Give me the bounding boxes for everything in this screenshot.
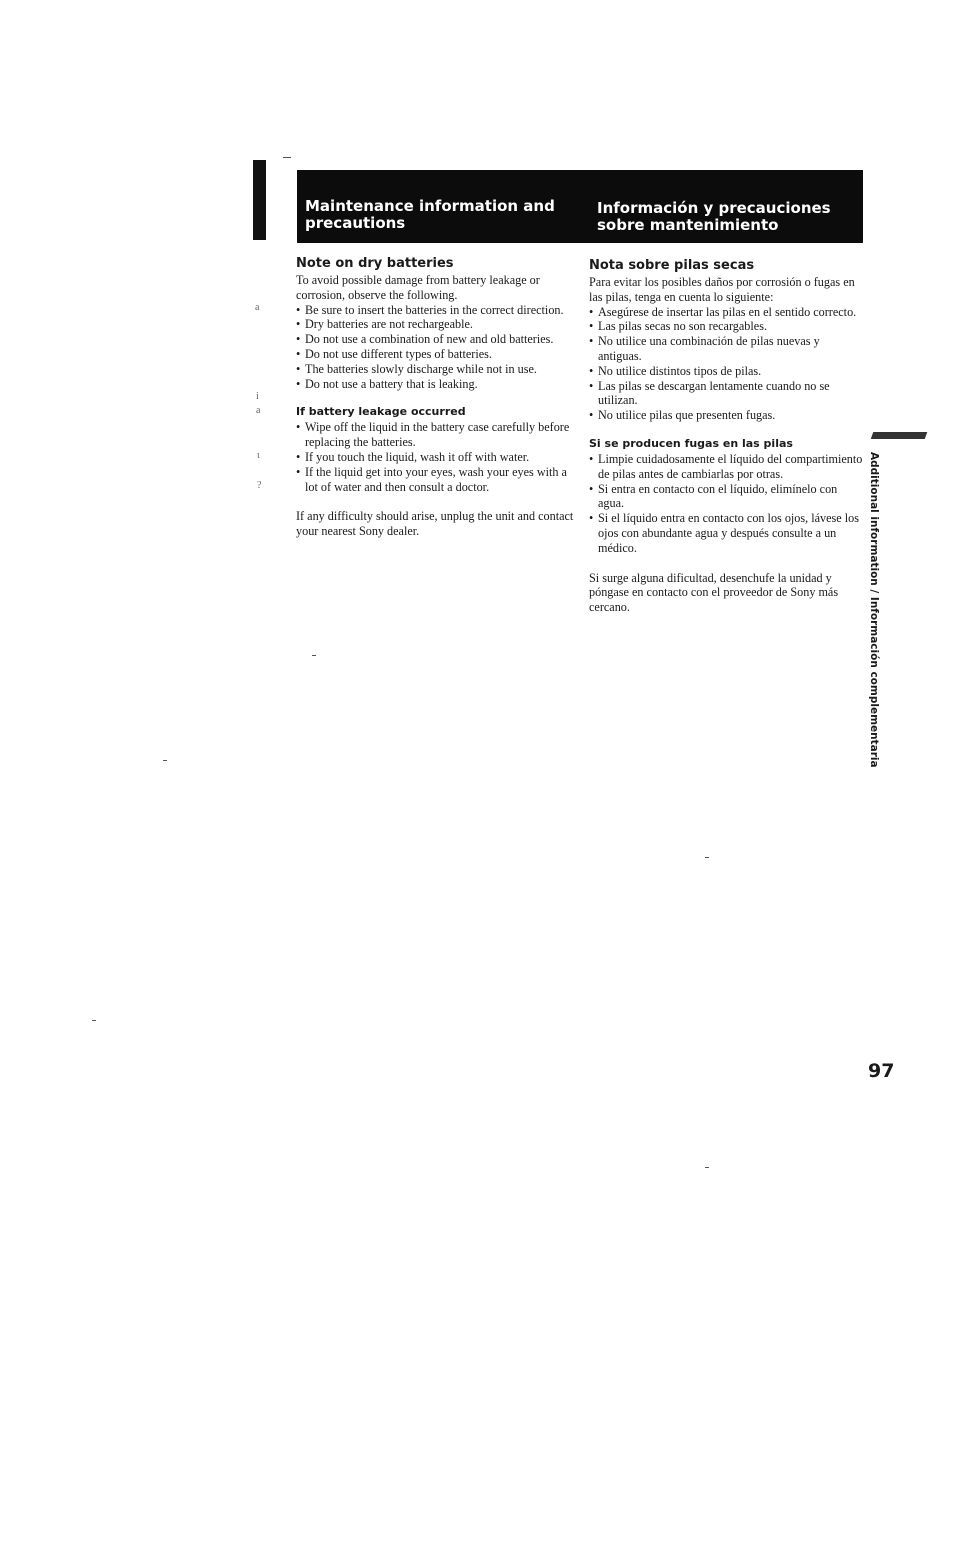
page-number: 97 [868, 1060, 895, 1082]
leakage-subtitle: If battery leakage occurred [296, 405, 466, 419]
scan-speck [163, 760, 167, 761]
closing-paragraph: Si surge alguna dificultad, desenchufe la unidad y póngase en contacto con el proveedor de Sony más cercano. [589, 570, 839, 615]
english-column [296, 256, 574, 539]
leakage-subtitle: Si se producen fugas en las pilas [589, 436, 793, 450]
margin-bar [253, 160, 266, 240]
list-item: • No utilice una combinación de pilas nuevas y antiguas. [589, 334, 864, 364]
list-item: • No utilice distintos tipos de pilas. [589, 364, 864, 379]
list-item: • Be sure to insert the batteries in the correct direction. [296, 303, 574, 318]
section-title: Note on dry batteries [296, 256, 454, 271]
battery-bullets [296, 303, 574, 392]
list-item: • Do not use a battery that is leaking. [296, 377, 574, 392]
section-title: Nota sobre pilas secas [589, 258, 755, 273]
margin-mark: ? [257, 480, 262, 491]
margin-mark: i [256, 391, 259, 402]
list-item: • No utilice pilas que presenten fugas. [589, 408, 864, 423]
section-header [297, 170, 863, 243]
header-title-spanish: Información y precauciones sobre mantenimiento [597, 199, 831, 234]
leakage-bullets [589, 452, 864, 556]
list-item: • Asegúrese de insertar las pilas en el sentido correcto. [589, 305, 864, 320]
list-item: • Wipe off the liquid in the battery case carefully before replacing the batteries. [296, 420, 574, 450]
list-item: • The batteries slowly discharge while not in use. [296, 362, 574, 377]
scan-speck [312, 655, 316, 656]
scan-speck [705, 1167, 709, 1168]
spanish-column [589, 258, 864, 615]
margin-mark: a [256, 405, 261, 416]
closing-paragraph: If any difficulty should arise, unplug the unit and contact your nearest Sony dealer. [296, 509, 574, 539]
margin-dash [283, 157, 291, 158]
list-item: • Do not use different types of batteries. [296, 347, 574, 362]
margin-mark: a [255, 302, 260, 313]
list-item: • If you touch the liquid, wash it off with water. [296, 450, 574, 465]
list-item: • Las pilas secas no son recargables. [589, 319, 864, 334]
margin-mark: ι [257, 450, 260, 461]
scan-speck [705, 857, 709, 858]
list-item: • Las pilas se descargan lentamente cuando no se utilizan. [589, 379, 864, 409]
chapter-side-tab [868, 452, 888, 768]
list-item: • Si el líquido entra en contacto con los ojos, lávese los ojos con abundante agua y después consulte a un médico. [589, 511, 864, 555]
intro-paragraph: Para evitar los posibles daños por corrosión o fugas en las pilas, tenga en cuenta lo siguiente: [589, 275, 855, 304]
intro-paragraph: To avoid possible damage from battery leakage or corrosion, observe the following. [296, 273, 540, 302]
list-item: • Limpie cuidadosamente el líquido del compartimiento de pilas antes de cambiarlas por otras. [589, 452, 864, 482]
section-tab-marker [871, 432, 928, 439]
list-item: • Si entra en contacto con el líquido, elimínelo con agua. [589, 482, 864, 512]
leakage-bullets [296, 420, 574, 494]
header-title-english: Maintenance information and precautions [305, 197, 555, 232]
scan-speck [92, 1020, 96, 1021]
chapter-side-tab-label: Additional information / Información complementaria [868, 452, 880, 768]
list-item: • Dry batteries are not rechargeable. [296, 317, 574, 332]
list-item: • If the liquid get into your eyes, wash your eyes with a lot of water and then consult a doctor. [296, 465, 574, 495]
battery-bullets [589, 305, 864, 423]
list-item: • Do not use a combination of new and old batteries. [296, 332, 574, 347]
